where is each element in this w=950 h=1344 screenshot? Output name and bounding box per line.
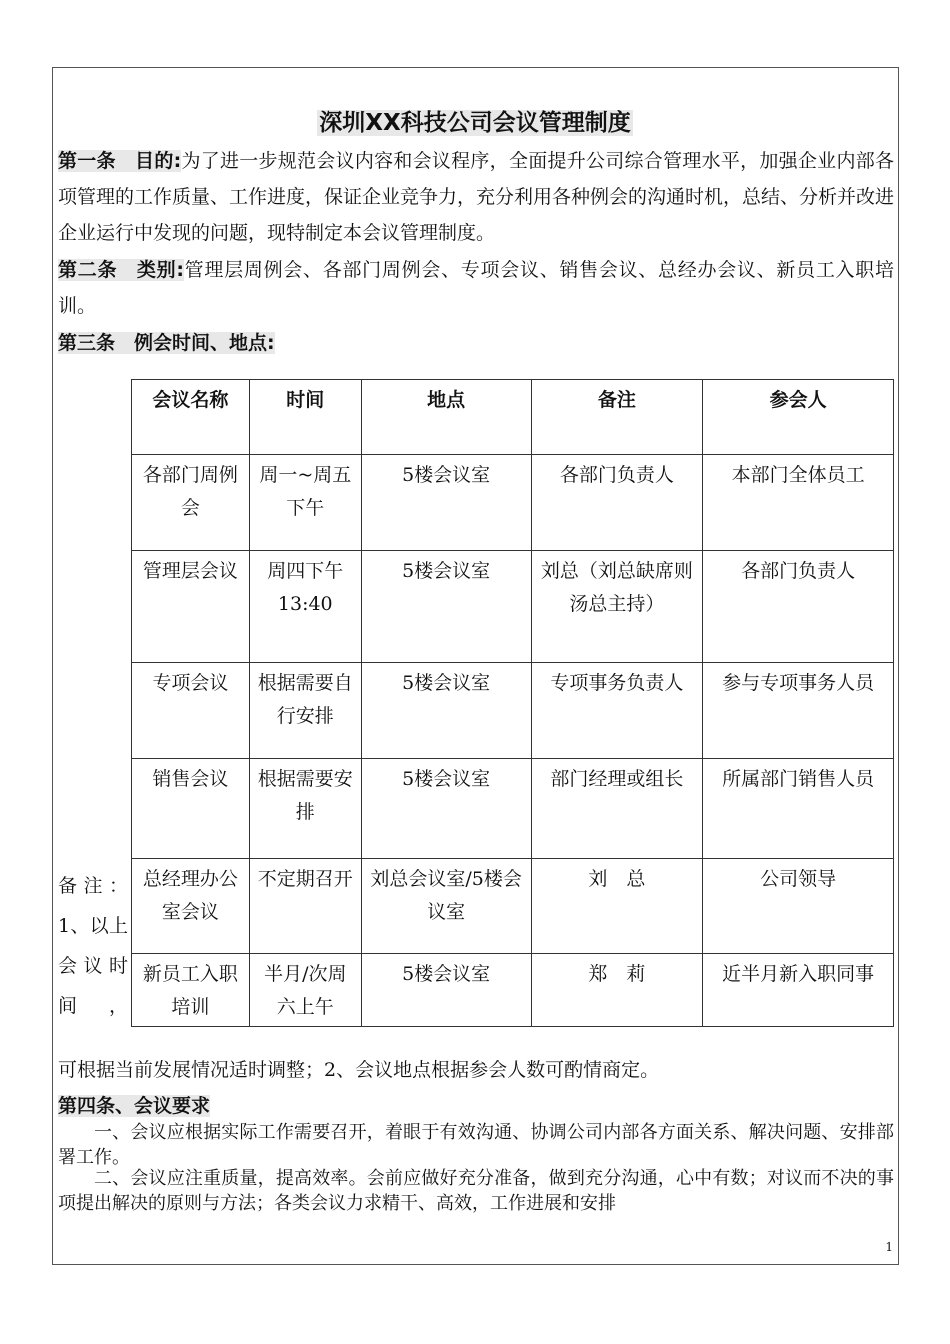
table-cell: 不定期召开 <box>249 859 361 954</box>
table-cell: 5楼会议室 <box>361 954 531 1027</box>
table-cell: 5楼会议室 <box>361 759 531 859</box>
table-header-row <box>132 380 894 455</box>
table-cell: 公司领导 <box>703 859 894 954</box>
table-cell: 本部门全体员工 <box>703 455 894 551</box>
table-cell: 管理层会议 <box>132 551 250 663</box>
article-3-heading: 第三条 例会时间、地点: <box>58 332 275 354</box>
table-cell: 所属部门销售人员 <box>703 759 894 859</box>
table-cell: 周四下午13:40 <box>249 551 361 663</box>
table-cell: 5楼会议室 <box>361 551 531 663</box>
table-cell: 半月/次周六上午 <box>249 954 361 1027</box>
table-cell: 新员工入职培训 <box>132 954 250 1027</box>
table-cell: 参与专项事务人员 <box>703 663 894 759</box>
table-cell: 刘总（刘总缺席则汤总主持） <box>531 551 703 663</box>
table-cell: 5楼会议室 <box>361 663 531 759</box>
table-row <box>132 551 894 663</box>
table-cell: 近半月新入职同事 <box>703 954 894 1027</box>
article-4-paragraph-1: 一、会议应根据实际工作需要召开，着眼于有效沟通、协调公司内部各方面关系、解决问题、安排部署工作。 <box>58 1122 894 1168</box>
table-row <box>132 859 894 954</box>
article-4-title <box>58 1091 894 1121</box>
document-title: 深圳XX科技公司会议管理制度 <box>319 110 631 136</box>
table-cell: 刘 总 <box>531 859 703 954</box>
table-row <box>132 663 894 759</box>
table-row <box>132 759 894 859</box>
table-row <box>132 954 894 1027</box>
note-continuation: 可根据当前发展情况适时调整；2、会议地点根据参会人数可酌情商定。 <box>58 1059 660 1081</box>
table-cell: 5楼会议室 <box>361 455 531 551</box>
table-cell: 总经理办公室会议 <box>132 859 250 954</box>
table-cell: 郑 莉 <box>531 954 703 1027</box>
header-cell: 参会人 <box>703 380 894 455</box>
table-cell: 各部门负责人 <box>703 551 894 663</box>
table-cell: 刘总会议室/5楼会议室 <box>361 859 531 954</box>
table-cell: 专项会议 <box>132 663 250 759</box>
table-cell: 周一~周五下午 <box>249 455 361 551</box>
meeting-schedule-table <box>131 379 894 1027</box>
table-cell: 专项事务负责人 <box>531 663 703 759</box>
article-1-text: 为了进一步规范会议内容和会议程序，全面提升公司综合管理水平，加强企业内部各项管理的工作质量、工作进度，保证企业竞争力，充分利用各种例会的沟通时机，总结、分析并改进企业运行中发现的问题，现特制定本会议管理制度。 <box>58 150 895 244</box>
header-cell: 时间 <box>249 380 361 455</box>
article-4-paragraph-2: 二、会议应注重质量，提高效率。会前应做好充分准备，做到充分沟通，心中有数；对议而不决的事项提出解决的原则与方法；各类会议力求精干、高效，工作进展和安排 <box>58 1168 894 1214</box>
table-cell: 根据需要自行安排 <box>249 663 361 759</box>
table-cell: 销售会议 <box>132 759 250 859</box>
side-note: 备注：1、以上会议时间， <box>58 875 128 1017</box>
table-row <box>132 455 894 551</box>
table-cell: 各部门周例会 <box>132 455 250 551</box>
table-cell: 部门经理或组长 <box>531 759 703 859</box>
article-4-heading: 第四条、会议要求 <box>58 1095 211 1117</box>
header-cell: 备注 <box>531 380 703 455</box>
article-1 <box>58 143 894 251</box>
table-cell: 各部门负责人 <box>531 455 703 551</box>
article-2 <box>58 252 894 324</box>
article-1-heading: 第一条 目的: <box>58 150 182 172</box>
page-number: 1 <box>885 1240 893 1254</box>
header-cell: 地点 <box>361 380 531 455</box>
article-3 <box>58 325 894 361</box>
header-cell: 会议名称 <box>132 380 250 455</box>
article-2-text: 管理层周例会、各部门周例会、专项会议、销售会议、总经办会议、新员工入职培训。 <box>58 259 894 317</box>
table-cell: 根据需要安排 <box>249 759 361 859</box>
article-2-heading: 第二条 类别: <box>58 259 184 281</box>
